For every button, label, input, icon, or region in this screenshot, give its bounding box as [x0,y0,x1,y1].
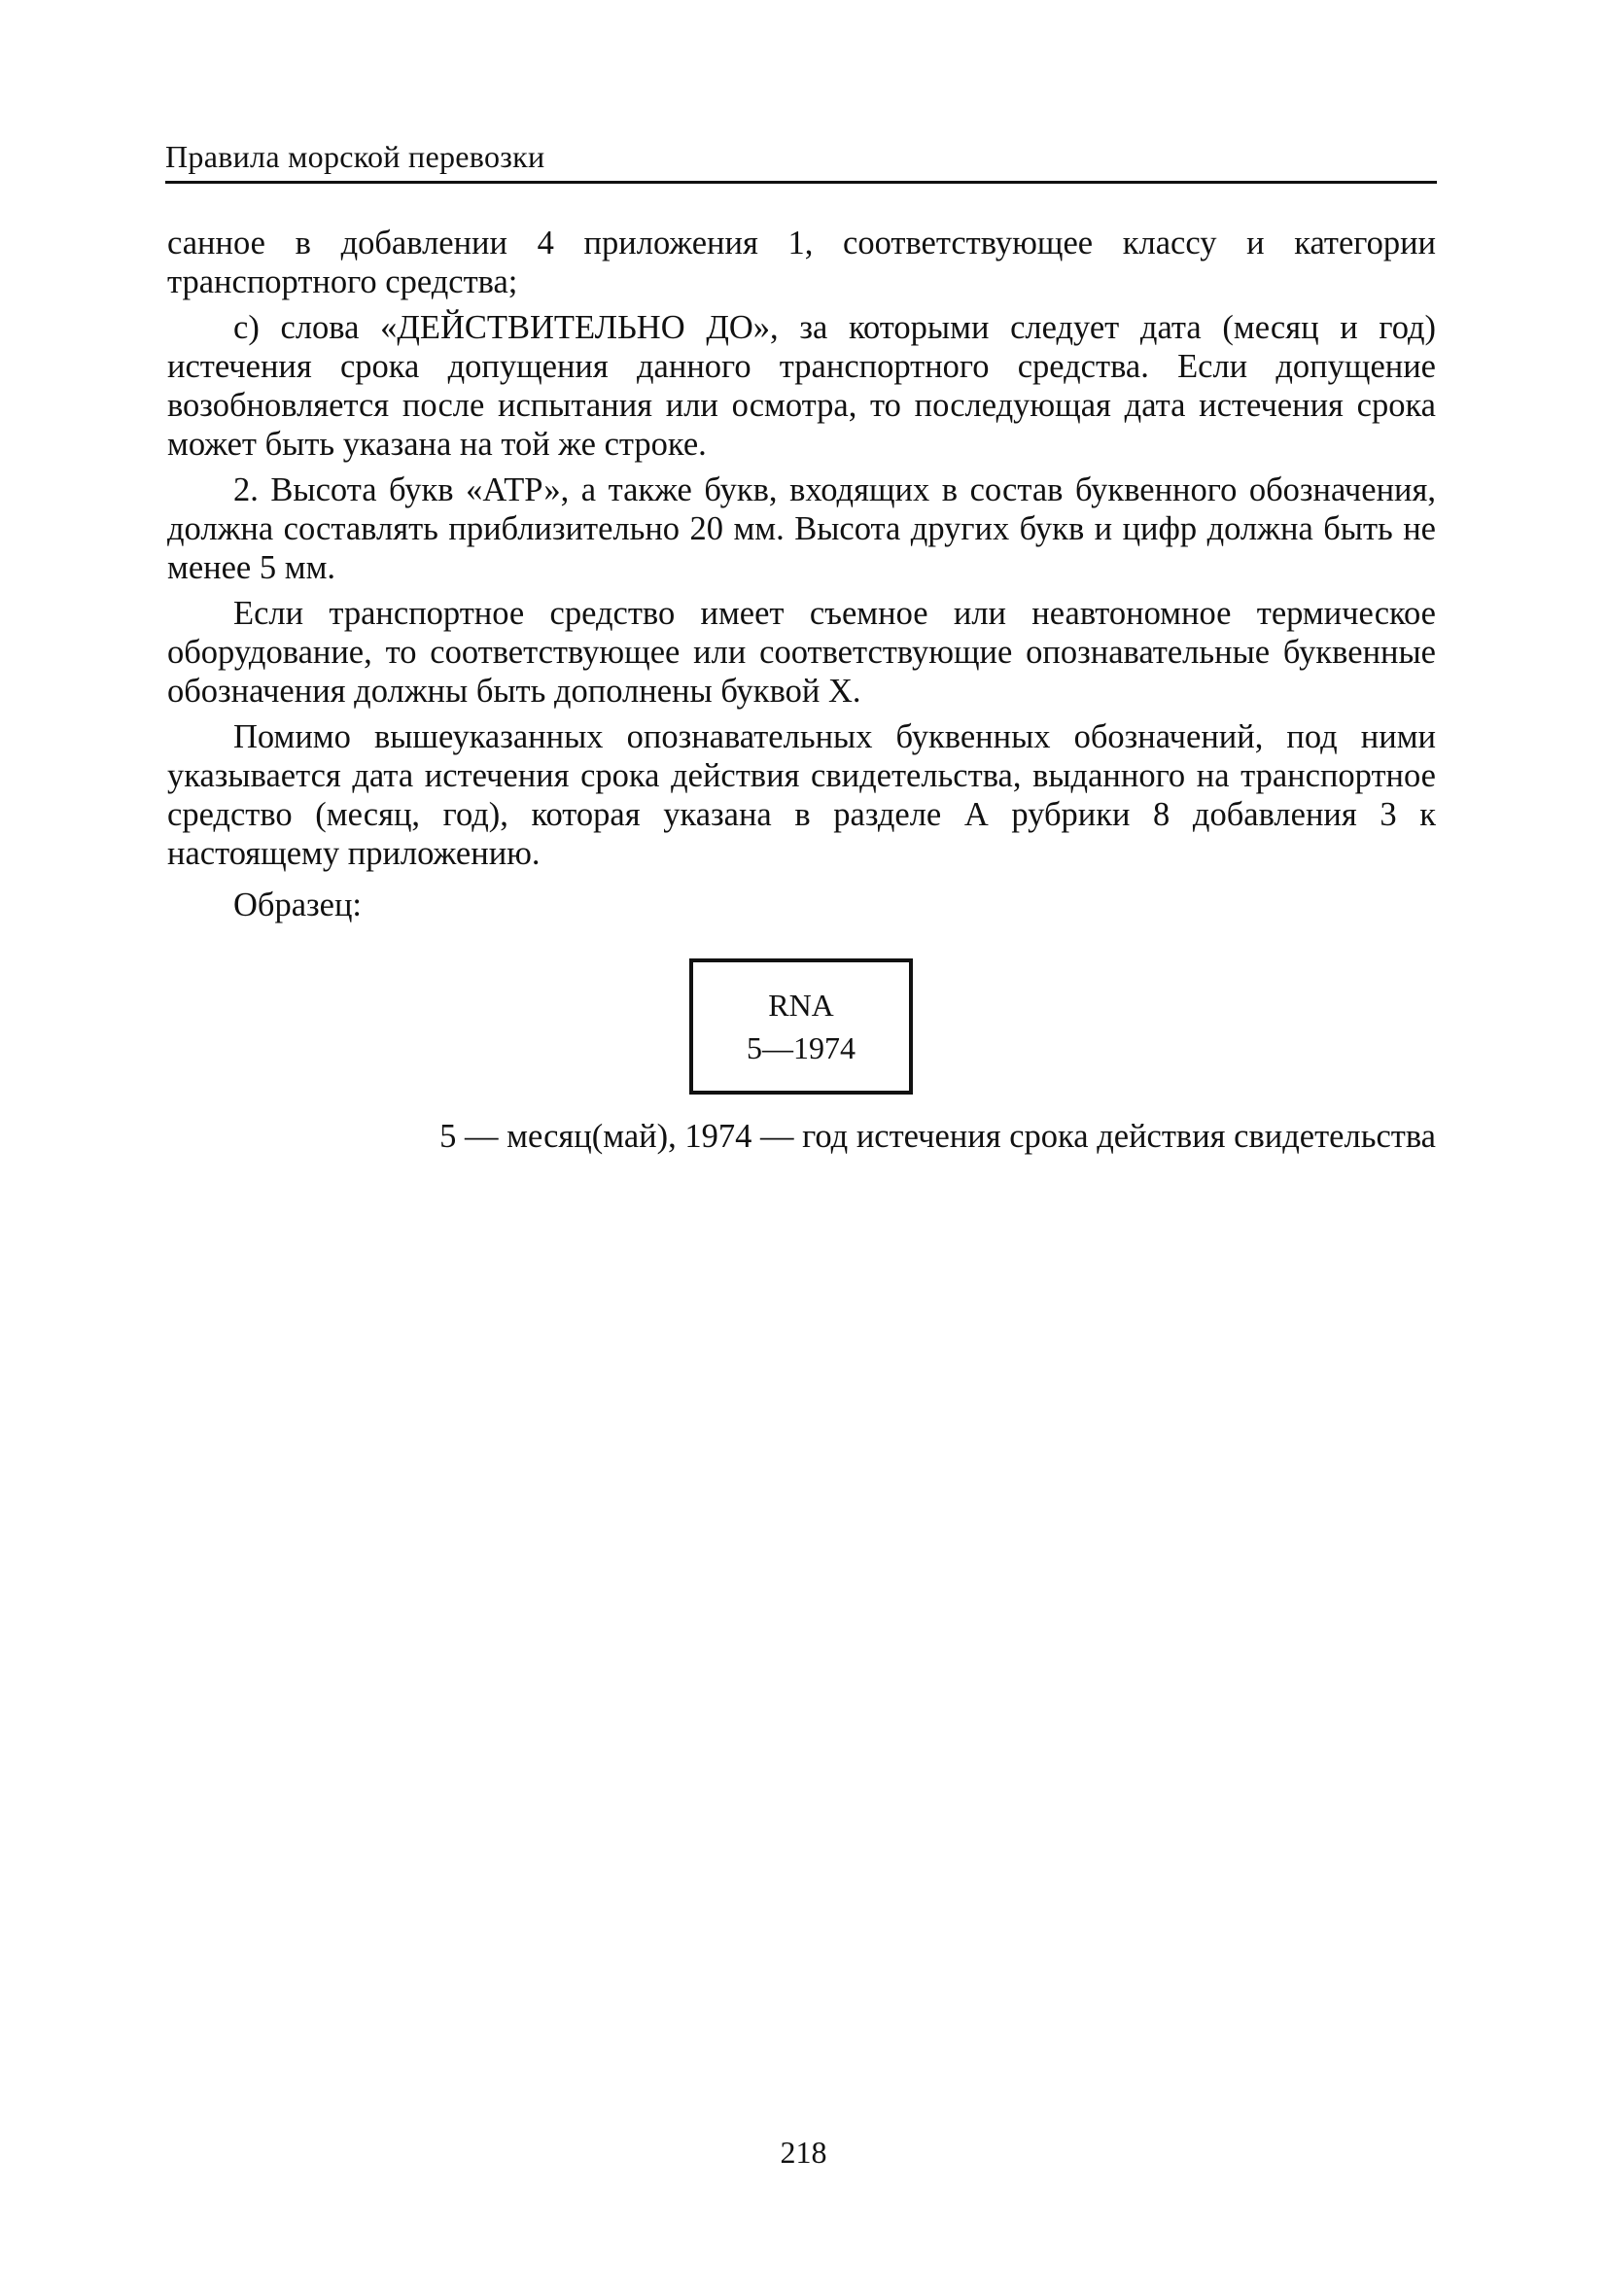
sample-caption: 5 — месяц(май), 1974 — год истечения срока действия свидетельства [439,1118,1436,1155]
page-number: 218 [780,2135,827,2170]
page-header [165,130,1437,184]
paragraph-item-c: c) слова «ДЕЙСТВИТЕЛЬНО ДО», за которыми следует дата (месяц и год) истечения срока допущения данного транспортного средства. Если допущение возобновляется после испытания или осмотра, то последующая дата истечения срока может быть указана на той же строке. [167,309,1436,463]
paragraph-expiry-date: Помимо вышеуказанных опознавательных буквенных обозначений, под ними указывается дата истечения срока действия свидетельства, выданного на транспортное средство (месяц, год), которая указана в разделе А рубрики 8 добавления 3 к настоящему приложению. [167,718,1436,872]
paragraph-item-2: 2. Высота букв «АТР», а также букв, входящих в состав буквенного обозначения, должна составлять приблизительно 20 мм. Высота других букв и цифр должна быть не менее 5 мм. [167,471,1436,586]
sample-label: Образец: [233,887,363,923]
paragraph-thermal-equipment: Если транспортное средство имеет съемное или неавтономное термическое оборудование, то соответствующее или соответствующие опознавательные буквенные обозначения должны быть дополнены буквой X. [167,595,1436,710]
paragraph-continuation: санное в добавлении 4 приложения 1, соответствующее классу и категории транспортного средства; [167,225,1436,300]
sample-marking-date: 5—1974 [747,1030,856,1065]
body-text [167,224,1436,880]
running-title: Правила морской перевозки [165,139,545,174]
sample-marking-box [689,958,913,1095]
sample-marking-code: RNA [768,988,834,1023]
